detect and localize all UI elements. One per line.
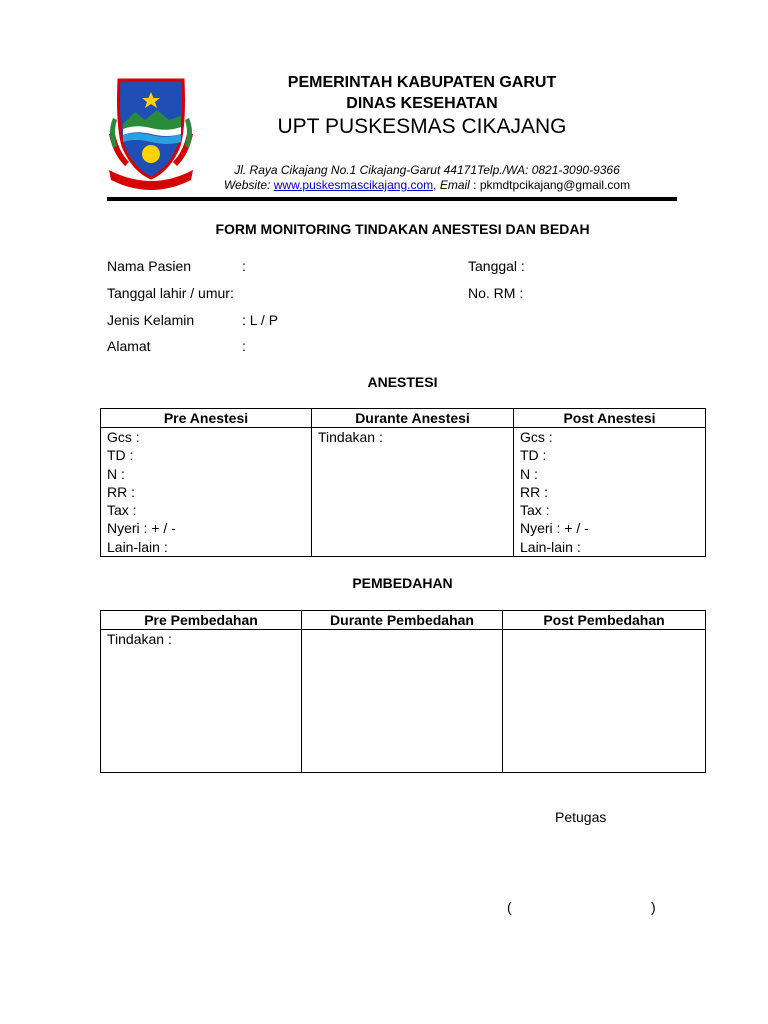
form-title: FORM MONITORING TINDAKAN ANESTESI DAN BEDAH	[215, 221, 590, 237]
signature-open-paren: (	[507, 899, 512, 915]
email-value: : pkmdtpcikajang@gmail.com	[473, 178, 631, 192]
post-td: TD :	[520, 447, 547, 464]
website-link[interactable]: www.puskesmascikajang.com	[273, 178, 434, 192]
post-lain: Lain-lain :	[520, 538, 581, 555]
pembedahan-body-row	[101, 630, 706, 773]
durante-tindakan: Tindakan :	[318, 429, 383, 445]
header-divider	[107, 197, 677, 201]
address-text: Jl. Raya Cikajang No.1 Cikajang-Garut 44171Telp./WA: 0821-3090-9366	[234, 163, 620, 177]
anestesi-post-cell	[514, 428, 706, 557]
email-label: Email	[439, 178, 470, 192]
anestesi-durante-cell	[312, 428, 514, 557]
pre-tax: Tax :	[107, 502, 137, 519]
post-gcs: Gcs :	[520, 429, 553, 445]
field-alamat-colon: :	[242, 338, 246, 354]
pembedahan-header-durante: Durante Pembedahan	[302, 611, 503, 630]
field-nama-colon: :	[242, 258, 246, 274]
pre-n: N :	[107, 465, 125, 482]
header-department: DINAS KESEHATAN	[346, 95, 498, 112]
website-label: Website	[223, 178, 268, 192]
signature-close-paren: )	[651, 899, 656, 915]
pembedahan-header-row	[101, 611, 706, 630]
pembedahan-header-pre: Pre Pembedahan	[101, 611, 302, 630]
header-address	[212, 163, 642, 177]
pre-td: TD :	[107, 447, 134, 464]
post-rr: RR :	[520, 483, 548, 500]
pre-lain: Lain-lain :	[107, 538, 168, 555]
field-nama-label: Nama Pasien	[107, 258, 192, 274]
pembedahan-durante-cell	[302, 630, 503, 773]
header-government: PEMERINTAH KABUPATEN GARUT	[287, 74, 557, 91]
signature-label: Petugas	[555, 809, 607, 825]
anestesi-header-row	[101, 409, 706, 428]
field-tanggal-label: Tanggal :	[468, 258, 525, 274]
anestesi-table	[100, 408, 706, 557]
pre-rr: RR :	[107, 483, 135, 500]
pembedahan-table	[100, 610, 706, 773]
pre-gcs: Gcs :	[107, 429, 140, 445]
anestesi-header-post: Post Anestesi	[514, 409, 706, 428]
pre-nyeri: Nyeri : + / -	[107, 520, 176, 537]
anestesi-body-row	[101, 428, 706, 557]
anestesi-pre-cell	[101, 428, 312, 557]
field-jk-label: Jenis Kelamin	[107, 312, 195, 328]
pembedahan-pre-tindakan: Tindakan :	[107, 631, 172, 647]
section-pembedahan-title: PEMBEDAHAN	[352, 575, 453, 591]
header-institution: UPT PUSKESMAS CIKAJANG	[277, 115, 567, 138]
field-tgl-lahir-label: Tanggal lahir / umur:	[107, 285, 234, 301]
pembedahan-header-post: Post Pembedahan	[503, 611, 706, 630]
anestesi-header-durante: Durante Anestesi	[312, 409, 514, 428]
anestesi-header-pre: Pre Anestesi	[101, 409, 312, 428]
post-tax: Tax :	[520, 502, 550, 519]
field-jk-value: : L / P	[242, 312, 279, 328]
post-n: N :	[520, 465, 538, 482]
post-nyeri: Nyeri : + / -	[520, 520, 589, 537]
section-anestesi-title: ANESTESI	[367, 374, 438, 390]
field-norm-label: No. RM :	[468, 285, 524, 301]
pembedahan-post-cell	[503, 630, 706, 773]
header-contact: Website: www.puskesmascikajang.com, Email : pkmdtpcikajang@gmail.com	[223, 178, 631, 192]
field-alamat-label: Alamat	[107, 338, 151, 354]
pembedahan-pre-cell	[101, 630, 302, 773]
